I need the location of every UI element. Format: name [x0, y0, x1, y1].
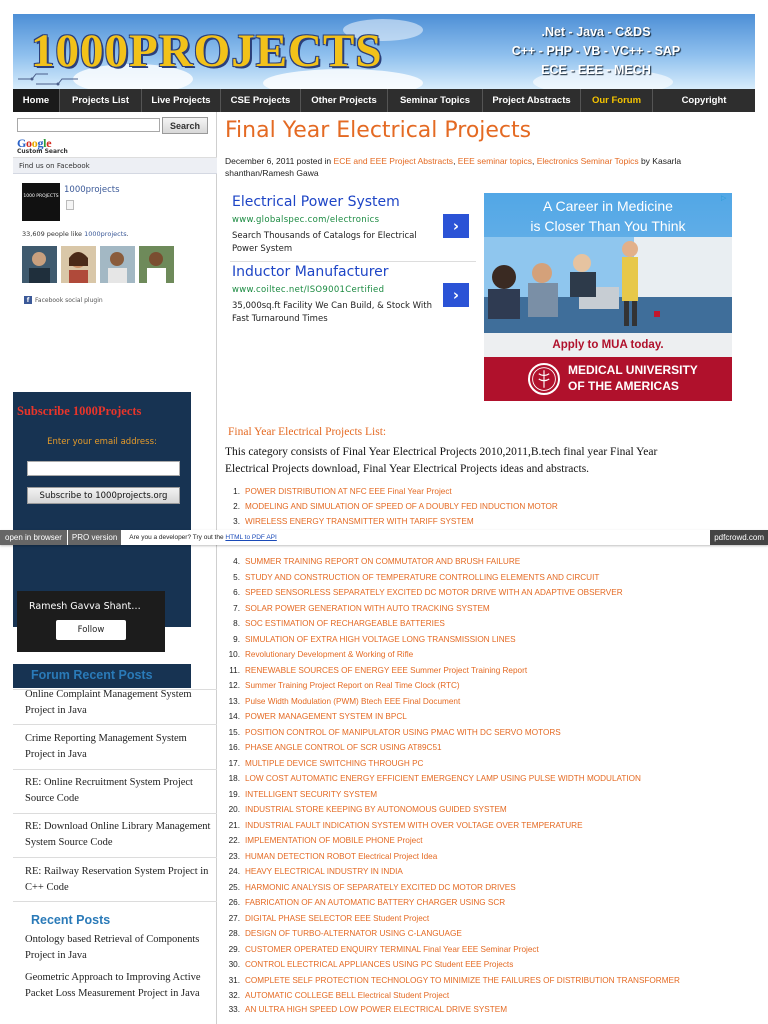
project-link[interactable]: POSITION CONTROL OF MANIPULATOR USING PMAC WITH DC SERVO MOTORS	[245, 728, 561, 737]
ad-brand	[484, 357, 732, 401]
project-link[interactable]: SPEED SENSORLESS SEPARATELY EXCITED DC MOTOR DRIVE WITH AN ADAPTIVE OBSERVER	[245, 588, 623, 597]
project-item	[218, 517, 755, 531]
project-number: 29.	[228, 945, 240, 954]
avatar[interactable]	[139, 246, 174, 283]
project-item	[218, 898, 755, 912]
ad-url[interactable]: www.coiltec.net/ISO9001Certified	[232, 285, 385, 295]
list-heading: Final Year Electrical Projects List:	[228, 426, 387, 438]
forum-post-link[interactable]: RE: Online Recruitment System Project Source Code	[25, 777, 193, 804]
site-logo[interactable]: 1000PROJECTS	[31, 25, 383, 77]
sidebar	[13, 112, 217, 1024]
project-item	[218, 573, 755, 587]
subscribe-email-input[interactable]	[27, 461, 180, 476]
ad-description: Search Thousands of Catalogs for Electrical Power System	[232, 231, 417, 254]
project-number: 6.	[233, 588, 240, 597]
project-number: 5.	[233, 573, 240, 582]
subscribe-title: Subscribe 1000Projects	[17, 404, 142, 418]
project-link[interactable]: IMPLEMENTATION OF MOBILE PHONE Project	[245, 836, 423, 845]
project-link[interactable]: CUSTOMER OPERATED ENQUIRY TERMINAL Final Year EEE Seminar Project	[245, 945, 539, 954]
avatar[interactable]	[61, 246, 96, 283]
intro-paragraph: This category consists of Final Year Electrical Projects 2010,2011,B.tech final year Final Year Electrical Projects download, Final Year Electrical Projects ideas and abstracts.	[225, 446, 658, 475]
project-number: 14.	[228, 712, 240, 721]
ad-image-top	[484, 193, 732, 333]
ad-headline: A Career in Medicine is Closer Than You Think	[530, 198, 686, 234]
text-ad[interactable]	[228, 192, 478, 260]
project-number: 1.	[233, 487, 240, 496]
project-item	[218, 929, 755, 943]
recent-post-link[interactable]: Ontology based Retrieval of Components Project in Java	[25, 934, 200, 961]
search-input[interactable]	[17, 118, 160, 132]
university-seal-icon	[528, 363, 560, 395]
category-link[interactable]: ECE and EEE Project Abstracts	[333, 156, 454, 166]
nav-project-abstracts[interactable]: Project Abstracts	[483, 89, 581, 112]
project-number: 18.	[228, 774, 240, 783]
project-item	[218, 728, 755, 742]
classroom-photo	[484, 237, 732, 333]
tech-row: .Net - Java - C&DS	[541, 25, 651, 39]
project-item	[218, 976, 755, 990]
tech-row: ECE - EEE - MECH	[541, 63, 651, 77]
circuit-decoration	[18, 72, 78, 86]
nav-other-projects[interactable]: Other Projects	[301, 89, 388, 112]
text-ads	[228, 192, 478, 332]
site-banner	[13, 14, 755, 89]
search-button[interactable]: Search	[162, 117, 208, 134]
project-link[interactable]: AUTOMATIC COLLEGE BELL Electrical Student Project	[245, 991, 450, 1000]
pro-version-button[interactable]: PRO version	[68, 530, 121, 545]
follow-button[interactable]: Follow	[56, 620, 126, 640]
facebook-page-name[interactable]: 1000projects	[64, 185, 120, 195]
project-item	[218, 945, 755, 959]
project-item	[218, 502, 755, 516]
recent-post-link[interactable]: Geometric Approach to Improving Active Packet Loss Measurement Project in Java	[25, 972, 201, 999]
project-link[interactable]: INDUSTRIAL STORE KEEPING BY AUTONOMOUS GUIDED SYSTEM	[245, 805, 507, 814]
project-number: 30.	[228, 960, 240, 969]
project-number: 22.	[228, 836, 240, 845]
nav-home[interactable]: Home	[13, 89, 60, 112]
project-link[interactable]: PHASE ANGLE CONTROL OF SCR USING AT89C51	[245, 743, 442, 752]
project-link[interactable]: RENEWABLE SOURCES OF ENERGY EEE Summer Project Training Report	[245, 666, 528, 675]
project-item	[218, 821, 755, 835]
project-link[interactable]: HARMONIC ANALYSIS OF SEPARATELY EXCITED DC MOTOR DRIVES	[245, 883, 516, 892]
avatar[interactable]	[100, 246, 135, 283]
avatar[interactable]	[22, 246, 57, 283]
ad-url[interactable]: www.globalspec.com/electronics	[232, 215, 380, 225]
project-number: 9.	[233, 635, 240, 644]
divider	[13, 813, 217, 814]
technology-list	[441, 23, 751, 80]
forum-post-link[interactable]: RE: Railway Reservation System Project in C++ Code	[25, 866, 209, 893]
project-item	[218, 883, 755, 897]
project-link[interactable]: CONTROL ELECTRICAL APPLIANCES USING PC Student EEE Projects	[245, 960, 514, 969]
forum-recent-posts-heading: Forum Recent Posts	[31, 668, 153, 682]
subscribe-label: Enter your email address:	[47, 437, 157, 447]
facebook-plugin-label: f Facebook social plugin	[24, 296, 103, 304]
project-number: 8.	[233, 619, 240, 628]
project-item	[218, 836, 755, 850]
project-item	[218, 619, 755, 633]
project-number: 13.	[228, 697, 240, 706]
tech-row: C++ - PHP - VB - VC++ - SAP	[511, 44, 681, 58]
project-item	[218, 681, 755, 695]
ad-description: 35,000sq.ft Facility We Can Build, & Stock With Fast Turnaround Times	[232, 301, 432, 324]
project-item	[218, 805, 755, 819]
project-number: 12.	[228, 681, 240, 690]
nav-our-forum[interactable]: Our Forum	[581, 89, 653, 112]
forum-post-link[interactable]: Crime Reporting Management System Project in Java	[25, 733, 187, 760]
project-item	[218, 867, 755, 881]
category-link[interactable]: EEE seminar topics	[457, 156, 532, 166]
image-ad[interactable]	[484, 193, 732, 401]
project-link[interactable]: DESIGN OF TURBO-ALTERNATOR USING C-LANGUAGE	[245, 929, 462, 938]
html-to-pdf-link[interactable]: HTML to PDF API	[225, 534, 277, 541]
post-meta: December 6, 2011 posted in ECE and EEE Project Abstracts, EEE seminar topics, Electronics Seminar Topics by Kasarla shanthan/Ramesh Gawa	[225, 156, 682, 178]
project-number: 2.	[233, 502, 240, 511]
project-item	[218, 635, 755, 649]
custom-search-label: Custom Search	[17, 148, 68, 155]
project-number: 16.	[228, 743, 240, 752]
project-number: 20.	[228, 805, 240, 814]
project-link[interactable]: POWER DISTRIBUTION AT NFC EEE Final Year Project	[245, 487, 452, 496]
project-item	[218, 1005, 755, 1019]
nav-cse-projects[interactable]: CSE Projects	[221, 89, 301, 112]
nav-seminar-topics[interactable]: Seminar Topics	[388, 89, 483, 112]
facebook-like-button[interactable]	[66, 200, 74, 210]
project-item	[218, 712, 755, 726]
project-link[interactable]: Revolutionary Development & Working of Rifle	[245, 650, 414, 659]
recent-posts-heading: Recent Posts	[31, 913, 111, 927]
ad-choices-icon[interactable]: ▷	[721, 194, 727, 202]
project-number: 33.	[228, 1005, 240, 1014]
pdfcrowd-brand[interactable]: pdfcrowd.com	[710, 530, 768, 545]
open-in-browser-button[interactable]: open in browser	[0, 530, 68, 545]
project-number: 11.	[229, 666, 240, 675]
project-link[interactable]: DIGITAL PHASE SELECTOR EEE Student Project	[245, 914, 430, 923]
project-link[interactable]: SUMMER TRAINING REPORT ON COMMUTATOR AND BRUSH FAILURE	[245, 557, 521, 566]
project-link[interactable]: SOC ESTIMATION OF RECHARGEABLE BATTERIES	[245, 619, 445, 628]
project-item	[218, 743, 755, 757]
project-item	[218, 790, 755, 804]
page-title: Final Year Electrical Projects	[225, 118, 532, 143]
project-number: 31.	[228, 976, 240, 985]
ad-title[interactable]: Electrical Power System	[232, 194, 400, 210]
project-link[interactable]: MULTIPLE DEVICE SWITCHING THROUGH PC	[245, 759, 424, 768]
facebook-faces	[22, 246, 174, 283]
project-item	[218, 991, 755, 1005]
project-number: 26.	[228, 898, 240, 907]
nav-projects-list[interactable]: Projects List	[60, 89, 142, 112]
project-item	[218, 697, 755, 711]
project-item	[218, 852, 755, 866]
chevron-right-icon[interactable]: ›	[443, 283, 469, 307]
project-item	[218, 487, 755, 501]
project-item	[218, 588, 755, 602]
follow-card	[17, 591, 165, 652]
project-link[interactable]: Summer Training Project Report on Real Time Clock (RTC)	[245, 681, 460, 690]
project-link[interactable]: SIMULATION OF EXTRA HIGH VOLTAGE LONG TRANSMISSION LINES	[245, 635, 516, 644]
project-link[interactable]: Pulse Width Modulation (PWM) Btech EEE Final Document	[245, 697, 461, 706]
project-link[interactable]: WIRELESS ENERGY TRANSMITTER WITH TARIFF SYSTEM	[245, 517, 474, 526]
project-link[interactable]: INTELLIGENT SECURITY SYSTEM	[245, 790, 378, 799]
nav-copyright[interactable]: Copyright	[681, 95, 727, 106]
project-number: 17.	[228, 759, 240, 768]
project-item	[218, 774, 755, 788]
project-number: 21.	[228, 821, 240, 830]
forum-post-link[interactable]: RE: Download Online Library Management System Source Code	[25, 821, 211, 848]
developer-promo: Are you a developer? Try out the HTML to PDF API	[129, 534, 277, 541]
divider	[13, 901, 217, 902]
project-number: 32.	[228, 991, 240, 1000]
project-number: 23.	[228, 852, 240, 861]
category-link[interactable]: Electronics Seminar Topics	[536, 156, 639, 166]
pdfcrowd-bar	[0, 530, 768, 545]
project-number: 10.	[228, 650, 240, 659]
project-number: 27.	[228, 914, 240, 923]
facebook-header: Find us on Facebook	[13, 158, 217, 174]
project-number: 25.	[228, 883, 240, 892]
main-nav	[13, 89, 755, 112]
divider	[13, 769, 217, 770]
project-link[interactable]: HEAVY ELECTRICAL INDUSTRY IN INDIA	[245, 867, 403, 876]
project-item	[218, 650, 755, 664]
project-number: 24.	[228, 867, 240, 876]
project-item	[218, 557, 755, 571]
project-link[interactable]: STUDY AND CONSTRUCTION OF TEMPERATURE CONTROLLING ELEMENTS AND CIRCUIT	[245, 573, 600, 582]
facebook-page-picture[interactable]: 1000 PROJECTS	[22, 183, 60, 221]
project-item	[218, 604, 755, 618]
ad-title[interactable]: Inductor Manufacturer	[232, 264, 389, 280]
text-ad[interactable]	[228, 262, 478, 330]
project-link[interactable]: FABRICATION OF AN AUTOMATIC BATTERY CHARGER USING SCR	[245, 898, 506, 907]
project-number: 28.	[228, 929, 240, 938]
project-number: 15.	[228, 728, 240, 737]
project-link[interactable]: AN ULTRA HIGH SPEED LOW POWER ELECTRICAL DRIVE SYSTEM	[245, 1005, 508, 1014]
project-link[interactable]: INDUSTRIAL FAULT INDICATION SYSTEM WITH OVER VOLTAGE OVER TEMPERATURE	[245, 821, 583, 830]
project-number: 4.	[233, 557, 240, 566]
project-item	[218, 960, 755, 974]
project-link[interactable]: MODELING AND SIMULATION OF SPEED OF A DOUBLY FED INDUCTION MOTOR	[245, 502, 558, 511]
chevron-right-icon[interactable]: ›	[443, 214, 469, 238]
project-item	[218, 914, 755, 928]
project-link[interactable]: HUMAN DETECTION ROBOT Electrical Project Idea	[245, 852, 438, 861]
project-link[interactable]: SOLAR POWER GENERATION WITH AUTO TRACKING SYSTEM	[245, 604, 490, 613]
project-link[interactable]: COMPLETE SELF PROTECTION TECHNOLOGY TO MINIMIZE THE FAILURES OF DISTRIBUTION TRANSFORMER	[245, 976, 680, 985]
project-number: 7.	[233, 604, 240, 613]
project-link[interactable]: LOW COST AUTOMATIC ENERGY EFFICIENT EMERGENCY LAMP USING PULSE WIDTH MODULATION	[245, 774, 641, 783]
nav-live-projects[interactable]: Live Projects	[142, 89, 221, 112]
divider	[13, 857, 217, 858]
project-number: 3.	[233, 517, 240, 526]
divider	[13, 724, 217, 725]
ad-brand-name: MEDICAL UNIVERSITY OF THE AMERICAS	[568, 363, 698, 393]
facebook-icon: f	[24, 296, 32, 304]
follow-name[interactable]: Ramesh Gavva Shant…	[29, 601, 141, 612]
ad-cta[interactable]: Apply to MUA today.	[484, 333, 732, 357]
forum-post-link[interactable]: Online Complaint Management System Project in Java	[25, 689, 192, 716]
main-content	[218, 112, 755, 1024]
project-number: 19.	[228, 790, 240, 799]
facebook-likes: 33,609 people like 1000projects.	[22, 230, 129, 238]
project-link[interactable]: POWER MANAGEMENT SYSTEM IN BPCL	[245, 712, 407, 721]
project-item	[218, 666, 755, 680]
google-logo: Google	[17, 136, 52, 150]
subscribe-button[interactable]: Subscribe to 1000projects.org	[27, 487, 180, 504]
project-item	[218, 759, 755, 773]
